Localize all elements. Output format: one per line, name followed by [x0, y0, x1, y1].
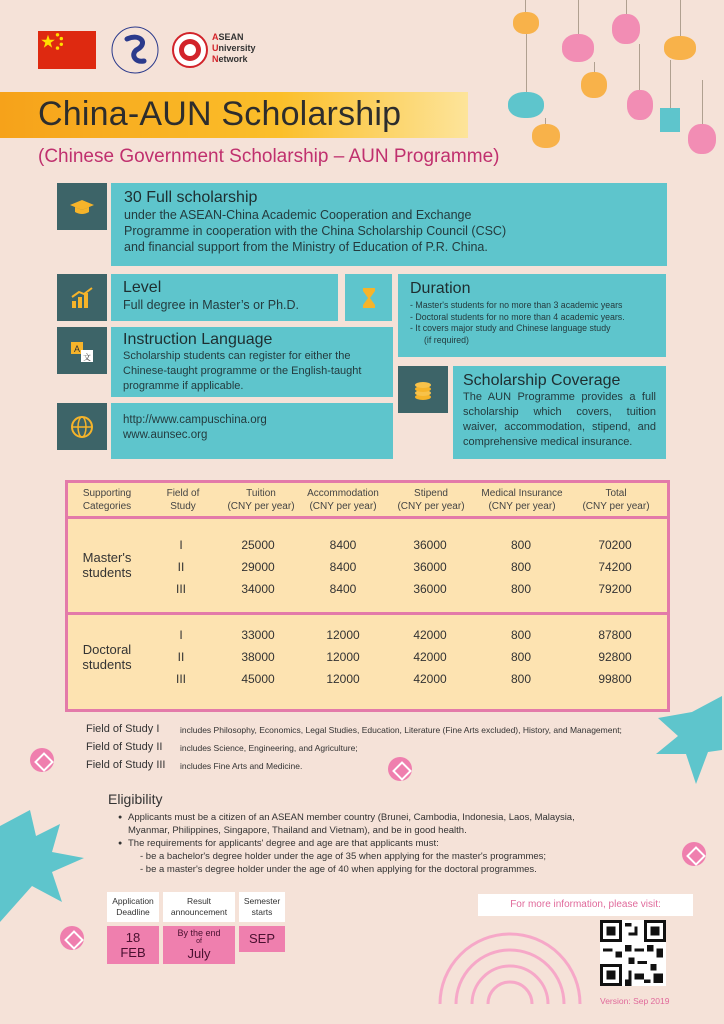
csc-logo [110, 25, 160, 75]
table-cell: 25000 [241, 538, 275, 552]
deadline-label: Application Deadline [107, 892, 159, 922]
table-cell: 45000 [241, 672, 275, 686]
language-title: Instruction Language [123, 331, 273, 348]
col-accommodation: Accommodation (CNY per year) [307, 488, 379, 512]
coins-icon [398, 366, 448, 413]
table-cell: III [175, 582, 186, 596]
diamond-decoration [30, 748, 54, 772]
field-text: includes Philosophy, Economics, Legal Studies, Education, Literature (Fine Arts excluded), History, and Management; [180, 725, 622, 735]
eligibility-title: Eligibility [108, 791, 163, 807]
qr-code[interactable] [600, 920, 666, 986]
table-header [68, 483, 667, 519]
duration-item: - Master's students for no more than 3 academic years [410, 300, 623, 310]
wave-decoration [420, 920, 600, 1004]
level-title: Level [123, 279, 162, 296]
semester-label: Semester starts [239, 892, 285, 922]
translate-icon [57, 327, 107, 374]
duration-title: Duration [410, 280, 471, 297]
table-cell: 800 [510, 538, 532, 552]
aun-wordmark: ASEAN University Network [212, 32, 256, 64]
field-label: Field of Study III [86, 759, 166, 771]
table-cell: 74200 [598, 560, 632, 574]
table-cell: 8400 [329, 582, 357, 596]
field-label: Field of Study II [86, 741, 163, 753]
eligibility-list [118, 811, 638, 876]
language-box [111, 327, 393, 397]
table-cell: II [177, 560, 185, 574]
scholarship-body-3: and financial support from the Ministry of Education of P.R. China. [124, 240, 488, 254]
diamond-decoration [60, 926, 84, 950]
result-label: Result announcement [163, 892, 235, 922]
aun-logo [172, 32, 208, 68]
version-text: Version: Sep 2019 [600, 996, 670, 1006]
table-cell: 34000 [241, 582, 275, 596]
table-cell: 800 [510, 582, 532, 596]
page-title: China-AUN Scholarship [38, 95, 402, 133]
field-text: includes Fine Arts and Medicine. [180, 761, 303, 771]
field-text: includes Science, Engineering, and Agriculture; [180, 743, 358, 753]
scholarship-body-2: Programme in cooperation with the China Scholarship Council (CSC) [124, 224, 507, 238]
eligibility-item: ● The requirements for applicants' degree and age are that applicants must: [118, 837, 638, 850]
table-cell: III [175, 672, 186, 686]
coverage-body-4: comprehensive medical insurance. [463, 436, 633, 448]
table-cell: 38000 [241, 650, 275, 664]
table-cell: 42000 [413, 628, 447, 642]
table-cell: II [177, 650, 185, 664]
table-cell: 800 [510, 672, 532, 686]
duration-item: (if required) [424, 334, 469, 345]
table-cell: 8400 [329, 560, 357, 574]
result-value: By the end of July [163, 926, 235, 964]
table-cell: 8400 [329, 538, 357, 552]
leaf-decoration [0, 806, 86, 926]
deadline-value: 18 FEB [107, 926, 159, 964]
coverage-title: Scholarship Coverage [463, 372, 621, 389]
col-categories: Supporting Categories [82, 488, 132, 512]
language-body-1: Scholarship students can register for either the [123, 350, 351, 362]
links-box [111, 403, 393, 459]
table-cell: 79200 [598, 582, 632, 596]
table-cell: 12000 [326, 672, 360, 686]
field-label: Field of Study I [86, 723, 160, 735]
page-subtitle: (Chinese Government Scholarship – AUN Programme) [38, 146, 500, 167]
svg-text:文: 文 [83, 352, 91, 362]
col-tuition: Tuition (CNY per year) [227, 488, 295, 512]
language-body-3: programme if applicable. [123, 380, 244, 392]
globe-icon [57, 403, 107, 450]
diamond-decoration [682, 842, 706, 866]
coverage-box [453, 366, 666, 459]
semester-value: SEP [239, 926, 285, 952]
eligibility-item: ● Applicants must be a citizen of an ASEAN member country (Brunei, Cambodia, Indonesia, Laos, Malaysia, [118, 811, 638, 824]
more-info-banner: For more information, please visit: [478, 894, 693, 916]
table-cell: 800 [510, 628, 532, 642]
table-cell: 42000 [413, 650, 447, 664]
col-field: Field of Study [166, 488, 200, 512]
table-cell: 92800 [598, 650, 632, 664]
table-cell: 42000 [413, 672, 447, 686]
campuschina-link[interactable]: http://www.campuschina.org [123, 414, 267, 426]
aunsec-link[interactable]: www.aunsec.org [123, 429, 208, 441]
col-stipend: Stipend (CNY per year) [397, 488, 465, 512]
table-cell: 36000 [413, 538, 447, 552]
leaf-decoration [652, 692, 724, 788]
level-body: Full degree in Master’s or Ph.D. [123, 298, 300, 312]
table-cell: 36000 [413, 560, 447, 574]
table-cell: 70200 [598, 538, 632, 552]
svg-text:A: A [73, 343, 81, 354]
coverage-body-2: scholarship which covers, tuition [463, 406, 656, 418]
language-body-2: Chinese-taught programme or the English-taught [123, 365, 362, 377]
duration-box [398, 274, 666, 357]
eligibility-item: Myanmar, Philippines, Singapore, Thailand and Vietnam), and be in good health. [128, 825, 467, 836]
coverage-body-1: The AUN Programme provides a full [463, 391, 656, 403]
hourglass-icon [345, 274, 392, 321]
table-cell: 87800 [598, 628, 632, 642]
level-box [111, 274, 338, 321]
table-divider [68, 612, 667, 615]
table-cell: 800 [510, 560, 532, 574]
category-masters: Master's students [82, 550, 132, 580]
duration-item: - It covers major study and Chinese language study [410, 323, 611, 333]
category-doctoral: Doctoral students [82, 642, 132, 672]
table-cell: I [179, 628, 183, 642]
bar-chart-icon [57, 274, 107, 321]
table-cell: 800 [510, 650, 532, 664]
scholarship-body-1: under the ASEAN-China Academic Cooperation and Exchange [124, 208, 472, 222]
coverage-body-3: waiver, accommodation, stipend, and [463, 421, 656, 433]
col-total: Total (CNY per year) [582, 488, 650, 512]
eligibility-item: - be a master's degree holder under the age of 40 when applying for the doctoral programmes. [140, 864, 537, 875]
table-cell: I [179, 538, 183, 552]
table-cell: 33000 [241, 628, 275, 642]
diamond-decoration [388, 757, 412, 781]
eligibility-item: - be a bachelor's degree holder under the age of 35 when applying for the master's programmes; [140, 851, 547, 862]
table-cell: 12000 [326, 650, 360, 664]
china-flag [38, 31, 96, 69]
col-insurance: Medical Insurance (CNY per year) [481, 488, 563, 512]
graduation-cap-icon [57, 183, 107, 230]
table-cell: 29000 [241, 560, 275, 574]
scholarship-box [111, 183, 667, 266]
table-cell: 99800 [598, 672, 632, 686]
duration-item: - Doctoral students for no more than 4 academic years. [410, 311, 625, 322]
table-cell: 12000 [326, 628, 360, 642]
table-cell: 36000 [413, 582, 447, 596]
scholarship-title: 30 Full scholarship [124, 189, 258, 206]
